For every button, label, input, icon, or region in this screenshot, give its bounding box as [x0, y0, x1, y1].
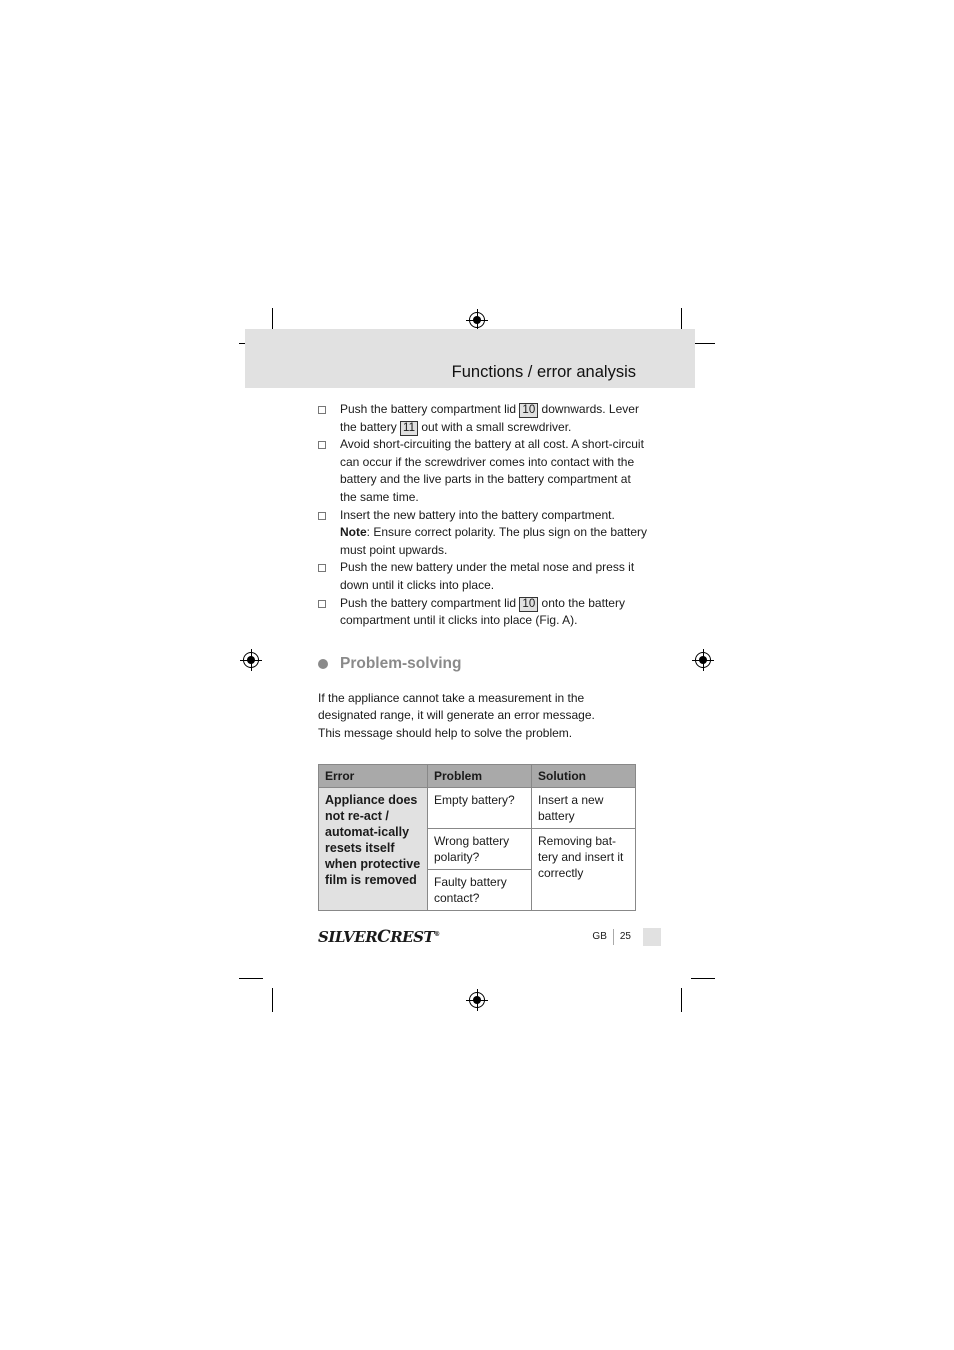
registration-mark-icon: [469, 992, 485, 1008]
step-text: Push the battery compartment lid: [340, 402, 520, 416]
error-cell: Appliance does not re-act / automat-ically resets itself when protective film is removed: [319, 787, 428, 910]
problem-cell: Wrong battery polarity?: [428, 828, 532, 869]
table-header-row: [319, 764, 636, 787]
part-number: 10: [519, 403, 538, 418]
list-item: [318, 507, 648, 560]
solution-cell: Removing bat-tery and insert it correctly: [532, 828, 636, 910]
step-text: Push the battery compartment lid: [340, 595, 520, 610]
section-heading: [318, 654, 661, 674]
list-item: [318, 559, 648, 594]
checkbox-bullet-icon: [318, 564, 326, 572]
part-number: 10: [519, 597, 538, 612]
note-label: Note: [340, 525, 367, 540]
registration-mark-icon: [469, 312, 485, 328]
page-title: Functions / error analysis: [451, 363, 636, 381]
registration-mark-icon: [243, 652, 259, 668]
page-tab-marker: [643, 928, 661, 946]
list-item: [318, 401, 648, 436]
error-table: [318, 764, 636, 911]
page-number: 25: [619, 931, 631, 942]
checkbox-bullet-icon: [318, 600, 326, 608]
step-text: onto the battery compartment until it clicks into place (Fig. A).: [340, 595, 625, 628]
step-text: out with a small screwdriver.: [418, 419, 572, 434]
checkbox-bullet-icon: [318, 441, 326, 449]
list-item: [318, 436, 648, 506]
header-bar: [245, 329, 695, 388]
checkbox-bullet-icon: [318, 512, 326, 520]
problem-cell: Faulty battery contact?: [428, 869, 532, 910]
problem-cell: Empty battery?: [428, 787, 532, 828]
step-text: downwards. Lever the battery: [340, 402, 639, 434]
checkbox-bullet-icon: [318, 406, 326, 414]
step-text: Push the new battery under the metal nose and press it down until it clicks into place.: [340, 560, 635, 592]
table-row: [319, 787, 636, 828]
registration-mark-icon: [695, 652, 711, 668]
bullet-dot-icon: [318, 659, 328, 669]
step-text: Avoid short-circuiting the battery at all cost. A short-circuit can occur if the screwdriver comes into contact with the battery and the live parts in the battery compartment at the same time.: [340, 437, 644, 504]
section-title: Problem-solving: [340, 654, 462, 672]
step-text: Insert the new battery into the battery compartment.: [340, 507, 615, 522]
content-column: [318, 401, 661, 947]
footer-row: [318, 927, 661, 947]
solution-cell: Insert a new battery: [532, 787, 636, 828]
language-code: GB: [592, 931, 607, 942]
column-header: Problem: [428, 764, 532, 787]
note-text: : Ensure correct polarity. The plus sign on the battery must point upwards.: [340, 525, 648, 557]
column-header: Error: [319, 764, 428, 787]
brand-logo: SILVERCREST®: [318, 926, 440, 947]
part-number: 11: [400, 421, 418, 436]
list-item: [318, 595, 648, 630]
column-header: Solution: [532, 764, 636, 787]
steps-list: [318, 401, 648, 630]
section-intro: If the appliance cannot take a measurement in the designated range, it will generate an error message. This message should help to solve the problem.: [318, 690, 595, 740]
page-footer: [592, 928, 661, 946]
